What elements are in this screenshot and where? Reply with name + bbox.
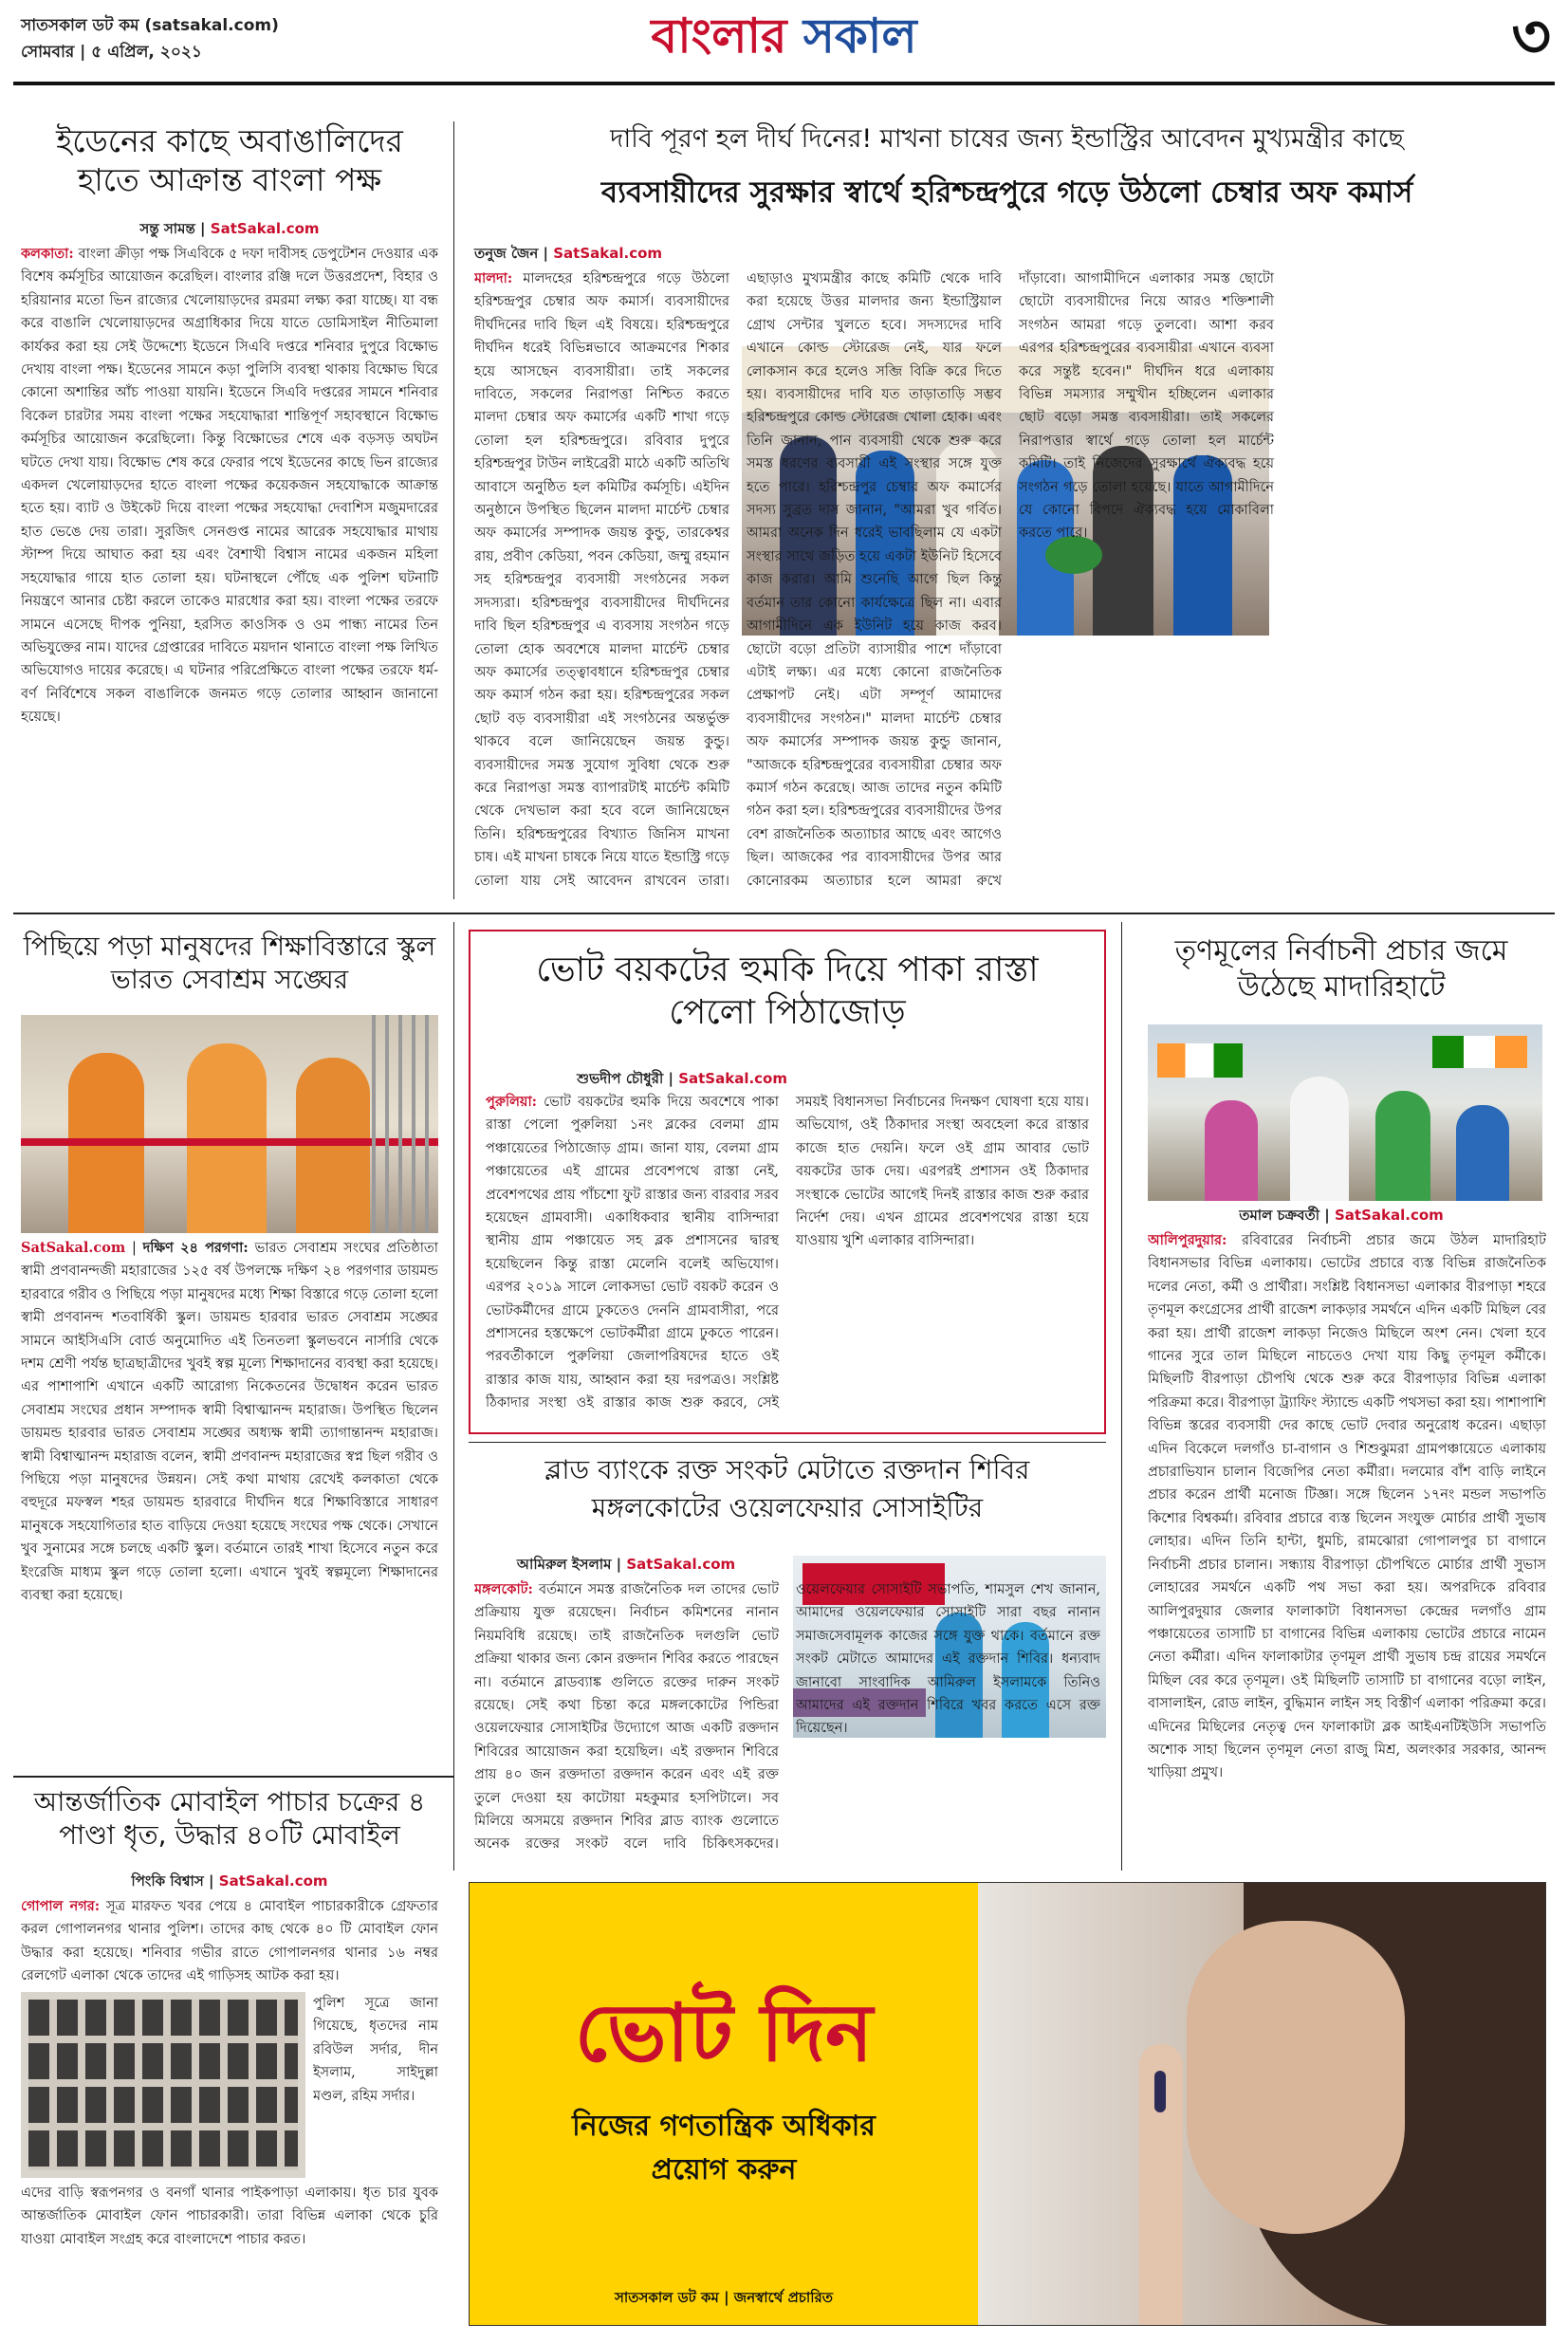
article3-dateline: দক্ষিণ ২৪ পরগণা:: [142, 1240, 249, 1256]
article2-dateline: মালদা:: [474, 270, 513, 286]
article1-text: বাংলা ক্রীড়া পক্ষ সিএবিকে ৫ দফা দাবীসহ ডেপুটেশন দেওয়ার এক বিশেষ কর্মসূচির আয়োজন করেছিল। বাংলার রঞ্জি দলে উত্তরপ্রদেশ, বিহার ও হরিয়ানার মতো ভিন রাজ্যের খেলোয়াড়দের রমরমা লক্ষ্য করা যাচ্ছে। যা বন্ধ করে বাঙালি খেলোয়াড়দের অগ্রাধিকার দিয়ে যাতে ডোমিসাইল নীতিমালা কার্যকর করা হয় সেই উদ্দেশ্যে ইডেনে সিএবি দপ্তরে শনিবার দুপুরে বিক্ষোভ দেখায় বাংলা পক্ষ। ইডেনের সামনে কড়া পুলিসি ব্যবস্থা থাকায় বিক্ষোভ ঘিরে কোনো অশান্তির আঁচ পাওয়া যায়নি। ইডেনে সিএবি দপ্তরের সামনে শনিবার বিকেল চারটার সময় বাংলা পক্ষের সহযোদ্ধারা শান্তিপূর্ণ সহাবস্থানে বিক্ষোভ কর্মসূচির আয়োজন করেছিলো। কিন্তু বিক্ষোভের শেষে এক বড়সড় অঘটন ঘটতে দেখা যায়। বিক্ষোভ শেষ করে ফেরার পথে ইডেনের কাছে ভিন রাজ্যের একদল খেলোয়াড়দের হাতে বাংলা পক্ষের কয়েকজন সহযোদ্ধাকে আক্রান্ত হতে হয়। ব্যাট ও উইকেট দিয়ে বাংলা পক্ষের সহযোদ্ধা দেবাশিস মজুমদারের হাত ভেঙে দেয় তারা। সুরজিৎ সেনগুপ্ত নামের আরেক সহযোদ্ধার মাথায় স্টাম্প দিয়ে আঘাত করা হয় এবং বৈশাখী বিশ্বাস নামের একজন মহিলা সহযোদ্ধার গায়ে হাত তোলা হয়। ঘটনাস্থলে পৌঁছে এক পুলিশ ঘটনাটি নিয়ন্ত্রণে আনার চেষ্টা করলে তাকেও মারধোর করা হয়। বাংলা পক্ষের তরফে সামনে এসেছে দীপক পুনিয়া, হরসিত কাওসিক ও ওম পান্ধ্য নামের তিন অভিযুক্তের নাম। যাদের গ্রেপ্তারের দাবিতে ময়দান থানাতে বাংলা পক্ষ লিখিত অভিযোগও দায়ের করেছে। এ ঘটনার পরিপ্রেক্ষিতে বাংলা পক্ষের তরফে ধর্ম-বর্ণ নির্বিশেষে সকল বাঙালিকে জনমত গড়ে তোলার আহ্বান জানানো হয়েছে।: [21, 247, 438, 726]
article7-author: পিংকি বিশ্বাস: [131, 1872, 204, 1890]
article7-photo: [21, 1992, 305, 2178]
article7-dateline: গোপাল নগর:: [21, 1898, 101, 1914]
article5-author: তমাল চক্রবর্তী: [1239, 1207, 1320, 1224]
article4-headline: ভোট বয়কটের হুমকি দিয়ে পাকা রাস্তা পেলো পিঠাজোড়: [536, 950, 1039, 1032]
article6-text: বর্তমানে সমস্ত রাজনৈতিক দল তাদের ভোট প্রক্রিয়ায় যুক্ত রয়েছেন। নির্বাচন কমিশনের নানান নিয়মবিধি রয়েছে। তাই রাজনৈতিক দলগুলি ভোট প্রক্রিয়া থাকার জন্য কোন রক্তদান শিবির করতে পারছেন না। বর্তমানে ব্লাডব্যাঙ্ক গুলিতে রক্তের দারুন সংকট রয়েছে। সেই কথা চিন্তা করে মঙ্গলকোটের পিন্ডিরা ওয়েলফেয়ার সোসাইটির উদ্যোগে আজ একটি রক্তদান শিবিরের আয়োজন করা হয়েছিল। এই রক্তদান শিবিরে প্রায় ৪০ জন রক্তদাতা রক্তদান করেন এবং এই রক্ত তুলে দেওয়া হয় কাটোয়া মহকুমার হসপিটালে। সব মিলিয়ে অসময়ে রক্তদান শিবির ব্লাড ব্যাংক গুলোতে অনেক রক্তের সংকট বলে দাবি চিকিৎসকদের। ওয়েলফেয়ার সোসাইটি সভাপতি, শামসুল শেখ জানান, আমাদের ওয়েলফেয়ার সোসাইটি সারা বছর নানান সমাজসেবামূলক কাজের সঙ্গে যুক্ত থাকে। বর্তমানে রক্ত সংকট মেটাতে আমাদের এই রক্তদান শিবির। ধন্যবাদ জানাবো সাংবাদিক আমিরুল ইসলামকে তিনিও আমাদের এই রক্তদান শিবিরে খবর করতে এসে রক্ত দিয়েছেন।: [474, 1582, 1100, 1853]
ad-ink-mark: [1154, 2071, 1166, 2112]
masthead-divider: [13, 82, 1555, 85]
article4-body: [486, 1091, 1089, 1421]
logo-part1: বাংলার: [651, 9, 787, 64]
article7-body: [21, 1895, 438, 1990]
logo-part2: সকাল: [802, 9, 917, 64]
article3-site: SatSakal.com: [21, 1240, 126, 1256]
photo-flag: [1432, 1036, 1527, 1068]
article7-site: SatSakal.com: [218, 1872, 328, 1890]
column-rule: [453, 922, 454, 1871]
article6-author: আমিরুল ইসলাম: [516, 1556, 612, 1573]
ad-box: [469, 1882, 1546, 2326]
article5-photo: [1148, 1024, 1542, 1201]
masthead-logo: [0, 6, 1568, 66]
photo-figure: [1375, 1091, 1430, 1201]
article7-tail: এদের বাড়ি স্বরূপনগর ও বনগাঁ থানার পাইকপাড়া এলাকায়। ধৃত চার যুবক আন্তর্জাতিক মোবাইল ফোন পাচারকারী। তারা বিভিন্ন এলাকা থেকে চুরি যাওয়া মোবাইল সংগ্রহ করে বাংলাদেশে পাচার করত।: [21, 2185, 438, 2247]
article1-author: সন্তু সামন্ত: [139, 220, 195, 237]
section-divider: [469, 1442, 1106, 1443]
article3-body: SatSakal.com | দক্ষিণ ২৪ পরগণা: ভারত সেবাশ্রম সংঘের প্রতিষ্ঠাতা স্বামী প্রণবানন্দজী মহারাজের ১২৫ বর্ষ উপলক্ষে দক্ষিণ ২৪ পরগণার ডায়মন্ড হারবারে গরীব ও পিছিয়ে পড়া মানুষদের মধ্যে শিক্ষা বিস্তারে গড়ে তোলা হলো স্বামী প্রণবানন্দ শতবার্ষিকী স্কুল। ডায়মন্ড হারবার ভারত সেবাশ্রম সঙ্ঘের সামনে আইসিএসি বোর্ড অনুমোদিত এই তিনতলা স্কুলভবনে নার্সারি থেকে দশম শ্রেণী পর্যন্ত ছাত্রছাত্রীদের খুবই স্বল্প মূল্যে শিক্ষাদানের ব্যবস্থা করা হয়েছে। এর পাশাপাশি এখানে একটি আরোগ্য নিকেতনের উদ্বোধন করেন ভারত সেবাশ্রম সংঘের প্রধান সম্পাদক স্বামী বিশ্বাত্মানন্দ মহারাজ। উপস্থিত ছিলেন ডায়মন্ড হারবার ভারত সেবাশ্রম সঙ্ঘের অধ্যক্ষ স্বামী ত্যাগান্তানন্দ মহারাজ। স্বামী বিশ্বাত্মানন্দ মহারাজ বলেন, স্বামী প্রণবানন্দ মহারাজের স্বপ্ন ছিল গরীব ও পিছিয়ে পড়া মানুষদের উন্নয়ন। সেই কথা মাথায় রেখেই কলকাতা থেকে বহুদূরে মফস্বল শহর ডায়মন্ড হারবারে দীর্ঘদিন ধরে শিক্ষাবিস্তারে সাধারণ মানুষকে সহযোগিতার হাত বাড়িয়ে দেওয়া হয়েছে সংঘের পক্ষ থেকে। সেখানে খুব সুনামের সঙ্গে চলছে একটি স্কুল। বর্তমানে তারই শাখা হিসেবে নতুন করে ইংরেজি মাধ্যম স্কুল গড়ে তোলা হলো। এখানে খুবই স্বল্পমূল্যে শিক্ষাদানের ব্যবস্থা করা হয়েছে।: [21, 1240, 438, 1604]
article6-site: SatSakal.com: [626, 1556, 736, 1573]
section-divider: [13, 913, 1555, 914]
photo-flag: [1157, 1043, 1243, 1078]
article4-text: ভোট বয়কটের হুমকি দিয়ে অবশেষে পাকা রাস্তা পেলো পুরুলিয়া ১নং ব্লকের বেলমা গ্রাম পঞ্চায়েতের পিঠাজোড় গ্রাম। জানা যায়, বেলমা গ্রাম পঞ্চায়েতের এই গ্রামের প্রবেশপথে রাস্তা নেই, প্রবেশপথের প্রায় পাঁচশো ফুট রাস্তার জন্য বারবার সরব হয়েছেন গ্রামবাসী। একাধিকবার স্থানীয় বাসিন্দারা স্থানীয় গ্রাম পঞ্চায়েত সহ ব্লক প্রশাসনের দ্বারস্থ হয়েছিলেন কিন্তু রাস্তা মেলেনি বলেই অভিযোগ। এরপর ২০১৯ সালে লোকসভা ভোট বয়কট করেন ও ভোটকর্মীদের গ্রামে ঢুকতেও দেননি গ্রামবাসীরা, পরে প্রশাসনের হস্তক্ষেপে ভোটকর্মীরা গ্রামে ঢুকতে পারেন। পরবর্তীকালে পুরুলিয়া জেলাপরিষদের হাতে ওই রাস্তার কাজ যায়, আহ্বান করা হয় দরপত্রও। সংশ্লিষ্ট ঠিকাদার সংস্থা ওই রাস্তার কাজ শুরু করবে, সেই সময়ই বিধানসভা নির্বাচনের দিনক্ষণ ঘোষণা হয়ে যায়। অভিযোগ, ওই ঠিকাদার সংস্থা অবহেলা করে রাস্তার কাজে হাত দেয়নি। ফলে ওই গ্রাম আবার ভোট বয়কটের ডাক দেয়। এরপরই প্রশাসন ওই ঠিকাদার সংস্থাকে ভোটের আগেই দিনই রাস্তার কাজ শুরু করার নির্দেশ দেয়। এখন গ্রামের প্রবেশপথের রাস্তা হয়ে যাওয়ায় খুশি এলাকার বাসিন্দারা।: [486, 1095, 1089, 1411]
article2-site: SatSakal.com: [553, 245, 663, 262]
article7-text: সূত্র মারফত খবর পেয়ে ৪ মোবাইল পাচারকারীকে গ্রেফতার করল গোপালনগর থানার পুলিশ। তাদের কাছ থেকে ৪০ টি মোবাইল ফোন উদ্ধার করা হয়েছে। শনিবার গভীর রাতে গোপালনগর থানার ১৬ নম্বর রেলগেট এলাকা থেকে তাদের এই গাড়িসহ আটক করা হয়।: [21, 1899, 438, 1984]
article2-kicker: দাবি পূরণ হল দীর্ঘ দিনের! মাখনা চাষের জন্য ইন্ডাস্ট্রির আবেদন মুখ্যমন্ত্রীর কাছে: [610, 124, 1404, 154]
ad-footer: সাতসকাল ডট কম | জনস্বার্থে প্রচারিত: [614, 2289, 834, 2306]
photo-figure: [1205, 1100, 1258, 1201]
ad-line1: নিজের গণতান্ত্রিক অধিকার: [572, 2110, 876, 2143]
article3-text: ভারত সেবাশ্রম সংঘের প্রতিষ্ঠাতা স্বামী প্রণবানন্দজী মহারাজের ১২৫ বর্ষ উপলক্ষে দক্ষিণ ২৪ পরগণার ডায়মন্ড হারবারে গরীব ও পিছিয়ে পড়া মানুষদের মধ্যে শিক্ষা বিস্তারে গড়ে তোলা হলো স্বামী প্রণবানন্দ শতবার্ষিকী স্কুল। ডায়মন্ড হারবার ভারত সেবাশ্রম সঙ্ঘের সামনে আইসিএসি বোর্ড অনুমোদিত এই তিনতলা স্কুলভবনে নার্সারি থেকে দশম শ্রেণী পর্যন্ত ছাত্রছাত্রীদের খুবই স্বল্প মূল্যে শিক্ষাদানের ব্যবস্থা করা হয়েছে। এর পাশাপাশি এখানে একটি আরোগ্য নিকেতনের উদ্বোধন করেন ভারত সেবাশ্রম সংঘের প্রধান সম্পাদক স্বামী বিশ্বাত্মানন্দ মহারাজ। উপস্থিত ছিলেন ডায়মন্ড হারবার ভারত সেবাশ্রম সঙ্ঘের অধ্যক্ষ স্বামী ত্যাগান্তানন্দ মহারাজ। স্বামী বিশ্বাত্মানন্দ মহারাজ বলেন, স্বামী প্রণবানন্দ মহারাজের স্বপ্ন ছিল গরীব ও পিছিয়ে পড়া মানুষদের উন্নয়ন। সেই কথা মাথায় রেখেই কলকাতা থেকে বহুদূরে মফস্বল শহর ডায়মন্ড হারবারে দীর্ঘদিন ধরে শিক্ষাবিস্তারে সাধারণ মানুষকে সহযোগিতার হাত বাড়িয়ে দেওয়া হয়েছে সংঘের পক্ষ থেকে। সেখানে খুব সুনামের সঙ্গে চলছে একটি স্কুল। বর্তমানে তারই শাখা হিসেবে নতুন করে ইংরেজি মাধ্যম স্কুল গড়ে তোলা হলো। এখানে খুবই স্বল্পমূল্যে শিক্ষাদানের ব্যবস্থা করা হয়েছে।: [21, 1241, 438, 1604]
ad-title: ভোট দিন: [574, 1986, 874, 2079]
article2-headline: ব্যবসায়ীদের সুরক্ষার স্বার্থে হরিশ্চন্দ্রপুরে গড়ে উঠলো চেম্বার অফ কমার্স: [600, 175, 1413, 210]
article7-byline: পিংকি বিশ্বাস | SatSakal.com: [131, 1872, 328, 1890]
article3-headline: পিছিয়ে পড়া মানুষদের শিক্ষাবিস্তারে স্কুল ভারত সেবাশ্রম সঙ্ঘের: [23, 931, 436, 995]
article4-dateline: পুরুলিয়া:: [486, 1094, 538, 1110]
ad-photo: [978, 1883, 1546, 2326]
masthead-site-line: সাতসকাল ডট কম (satsakal.com): [21, 16, 279, 35]
article6-dateline: মঙ্গলকোট:: [474, 1581, 533, 1597]
article4-site: SatSakal.com: [678, 1070, 787, 1087]
ad-line2: প্রয়োগ করুন: [651, 2153, 797, 2186]
article7-side: পুলিশ সূত্রে জানা গিয়েছে, ধৃতদের নাম রবিউল সর্দার, দীন ইসলাম, সাইদুল্লা মণ্ডল, রহিম সর্দার।: [313, 1996, 438, 2104]
ad-photo-face: [1187, 1921, 1405, 2234]
article5-dateline: আলিপুরদুয়ার:: [1148, 1232, 1227, 1248]
article2-byline: তনুজ জৈন | SatSakal.com: [474, 245, 663, 262]
article1-dateline: কলকাতা:: [21, 246, 74, 262]
article4-author: শুভদীপ চৌধুরী: [577, 1070, 664, 1087]
article2-author: তনুজ জৈন: [474, 245, 539, 262]
article2-body: [474, 267, 1546, 905]
column-rule: [453, 121, 454, 899]
masthead-date-line: সোমবার | ৫ এপ্রিল, ২০২১: [21, 43, 202, 62]
photo-phones-rows: [28, 2000, 298, 2170]
article6-headline-line1: ব্লাড ব্যাংকে রক্ত সংকট মেটাতে রক্তদান শিবির: [544, 1454, 1030, 1485]
article5-body: [1148, 1229, 1546, 1871]
article3-photo: [21, 1015, 438, 1233]
photo-gate: [372, 1015, 438, 1233]
article5-headline: তৃণমূলের নির্বাচনী প্রচার জমে উঠেছে মাদারিহাটে: [1174, 934, 1508, 1004]
article6-headline-line2: মঙ্গলকোটের ওয়েলফেয়ার সোসাইটির: [591, 1492, 984, 1523]
article6-byline: আমিরুল ইসলাম | SatSakal.com: [516, 1556, 736, 1573]
article5-byline: তমাল চক্রবর্তী | SatSakal.com: [1239, 1207, 1444, 1224]
article6-body: [474, 1578, 1100, 1867]
article1-site: SatSakal.com: [210, 220, 320, 237]
article7-headline: আন্তর্জাতিক মোবাইল পাচার চক্রের ৪ পাণ্ডা ধৃত, উদ্ধার ৪০টি মোবাইল: [33, 1786, 426, 1851]
article5-site: SatSakal.com: [1335, 1207, 1444, 1224]
section-divider: [13, 1776, 453, 1778]
article1-body: [21, 243, 438, 907]
article4-byline: শুভদীপ চৌধুরী | SatSakal.com: [577, 1070, 787, 1087]
article1-byline: সন্তু সামন্ত | SatSakal.com: [139, 220, 320, 237]
column-rule: [1121, 922, 1122, 1871]
page-number: ৩: [1511, 2, 1551, 72]
article1-headline: ইডেনের কাছে অবাঙালিদের হাতে আক্রান্ত বাংলা পক্ষ: [56, 122, 403, 199]
photo-figure: [1456, 1105, 1509, 1201]
article2-text: মালদহের হরিশ্চন্দ্রপুরে গড়ে উঠলো হরিশ্চন্দ্রপুর চেম্বার অফ কমার্স। ব্যবসায়ীদের দীর্ঘদিনের দাবি ছিল এই বিষয়ে। হরিশ্চন্দ্রপুরে দীর্ঘদিন ধরেই বিভিন্নভাবে আক্রমণের শিকার হয়ে আসছেন ব্যবসায়ীরা। তাই সকলের দাবিতে, সকলের নিরাপত্তা নিশ্চিত করতে মালদা চেম্বার অফ কমার্সের একটি শাখা গড়ে তোলা হল হরিশ্চন্দ্রপুরে। রবিবার দুপুরে হরিশ্চন্দ্রপুর টাউন লাইব্রেরী মাঠে একটি অতিথি আবাসে অনুষ্ঠিত হল কমিটির কর্মসূচি। এইদিন অনুষ্ঠানে উপস্থিত ছিলেন মালদা মার্চেন্ট চেম্বার অফ কমার্সের সম্পাদক জয়ন্ত কুন্ডু, তারকেশ্বর রায়, প্রবীণ কেডিয়া, পবন কেডিয়া, জম্মু রহমান সহ হরিশ্চন্দ্রপুর ব্যবসায়ী সংগঠনের সকল সদস্যরা। হরিশ্চন্দ্রপুর ব্যবসায়ীদের দীর্ঘদিনের দাবি ছিল হরিশ্চন্দ্রপুর এ ব্যবসায় সংগঠন গড়ে তোলা হোক অবশেষে মালদা মার্চেন্ট চেম্বার অফ কমার্সের তত্ত্বাবধানে হরিশ্চন্দ্রপুর চেম্বার অফ কমার্স গঠন করা হয়। হরিশ্চন্দ্রপুরের সকল ছোট বড় ব্যবসায়ীরা এই সংগঠনের অন্তর্ভুক্ত থাকবে বলে জানিয়েছেন জয়ন্ত কুন্ডু। ব্যবসায়ীদের সমস্ত সুযোগ সুবিধা থেকে শুরু করে নিরাপত্তা সমস্ত ব্যাপারটাই মার্চেন্ট কমিটি থেকে দেখভাল করা হবে বলে জানিয়েছেন তিনি। হরিশ্চন্দ্রপুরের বিখ্যাত জিনিস মাখনা চাষ। এই মাখনা চাষকে নিয়ে যাতে ইন্ডাস্ট্রি গড়ে তোলা যায় সেই আবেদন রাখবেন তারা। এছাড়াও মুখ্যমন্ত্রীর কাছে কমিটি থেকে দাবি করা হয়েছে উত্তর মালদার জন্য ইন্ডাস্ট্রিয়াল গ্রোথ সেন্টার খুলতে হবে। সদস্যদের দাবি এখানে কোল্ড স্টোরেজ নেই, যার ফলে লোকসান করে হলেও সব্জি বিক্রি করে দিতে হয়। ব্যবসায়ীদের দাবি যত তাড়াতাড়ি সম্ভব হরিশ্চন্দ্রপুরে কোল্ড স্টোরেজ খোলা হোক। এবং তিনি জানান, পান ব্যবসায়ী থেকে শুরু করে সমস্ত ধরণের ব্যবসায়ী এই সংস্থার সঙ্গে যুক্ত হতে পারে। হরিশ্চন্দ্রপুর চেম্বার অফ কমার্সের সদস্য সুব্রত দাস জানান, "আমরা খুব গর্বিত। আমরা অনেক দিন ধরেই ভাবছিলাম যে একটা সংস্থার সাথে জড়িত হয়ে একটা ইউনিট হিসেবে কাজ করার। আমি শুনেছি আগে ছিল কিন্তু বর্তমান তার কোনো কার্যক্ষেত্রে ছিল না। এবার আগামীদিনে এক ইউনিট হয়ে কাজ করব। ছোটো বড়ো প্রতিটা ব্যাসায়ীর পাশে দাঁড়াবো এটাই লক্ষ্য। এর মধ্যে কোনো রাজনৈতিক প্রেক্ষাপট নেই। এটা সম্পূর্ণ আমাদের ব্যবসায়ীদের সংগঠন।" মালদা মার্চেন্ট চেম্বার অফ কমার্সের সম্পাদক জয়ন্ত কুন্ডু জানান, "আজকে হরিশ্চন্দ্রপুরের ব্যবসায়ীরা চেম্বার অফ কমার্স গঠন করেছে। আজ তাদের নতুন কমিটি গঠন করা হল। হরিশ্চন্দ্রপুরের ব্যবসায়ীদের উপর বেশ রাজনৈতিক অত্যাচার আছে এবং আগেও ছিল। আজকের পর ব্যাবসায়ীদের উপর আর কোনোরকম অত্যাচার হলে আমরা রুখে দাঁড়াবো। আগামীদিনে এলাকার সমস্ত ছোটো ছোটো ব্যবসায়ীদের নিয়ে আরও শক্তিশালী সংগঠন আমরা গড়ে তুলবো। আশা করব এরপর হরিশ্চন্দ্রপুরের ব্যবসায়ীরা এখানে ব্যবসা করে সন্তুষ্ট হবেন।" দীর্ঘদিন ধরে এলাকায় বিভিন্ন সমস্যার সম্মুখীন হচ্ছিলেন এলাকার ছোট বড়ো সমস্ত ব্যবসায়ীরা। তাই সকলের নিরাপত্তার স্বার্থে গড়ে তোলা হল মার্চেন্ট কমিটি। তাই নিজেদের সুরক্ষার্থে ঐক্যবদ্ধ হয়ে সংগঠন গড়ে তোলা হয়েছে। যাতে আগামীদিনে যে কোনো বিপদে ঐক্যবদ্ধ হয়ে মোকাবিলা করতে পারে।: [474, 271, 1274, 889]
photo-figure: [1290, 1077, 1349, 1201]
article5-text: রবিবারের নির্বাচনী প্রচার জমে উঠল মাদারিহাট বিধানসভার বিভিন্ন এলাকায়। ভোটের প্রচারে ব্যস্ত বিভিন্ন রাজনৈতিক দলের নেতা, কর্মী ও প্রার্থীরা। সংশ্লিষ্ট বিধানসভা এলাকার বীরপাড়া শহরে তৃণমূল কংগ্রেসের প্রার্থী রাজেশ লাকড়ার সমর্থনে এদিন একটি মিছিল বের করা হয়। প্রার্থী রাজেশ লাকড়া নিজেও মিছিলে অংশ নেন। খেলা হবে গানের সুরে তাল মিছিলে নাচতেও দেখা যায় কিছু তৃণমূল কর্মীকে। মিছিলটি বীরপাড়া চৌপথি থেকে শুরু করে বীরপাড়ার বিভিন্ন এলাকা পরিক্রমা করে। বীরপাড়া ট্র্যাফিং স্ট্যান্ডে একটি পথসভা করা হয়। পাশাপাশি বিভিন্ন স্তরের ব্যবসায়ী দের কাছে ভোট দেবার অনুরোধ করেন। এছাড়া এদিন বিকেলে দলগাঁও চা-বাগান ও শিশুঝুমরা গ্রামপঞ্চায়েতে এলাকায় প্রচারাভিযান চালান বিজেপির নেতা কর্মীরা। দলমোর বাঁশ বাড়ি লাইনে প্রচার করেন প্রার্থী মনোজ টিজ্ঞা। সঙ্গে ছিলেন ১৭নং মন্ডল সভাপতি কিশোর বিশ্বকর্মা। রবিবার প্রচারে ব্যস্ত ছিলেন সংযুক্ত মোর্চার প্রার্থী সুভাষ লোহার। এদিন তিনি হান্টা, ধুমচি, রামঝোরা গোপালপুর চা বাগানে নির্বাচনী প্রচার চালান। সন্ধ্যায় বীরপাড়া চৌপথিতে মোর্চার প্রার্থী সুভাস লোহারের সমর্থনে একটি পথ সভা করা হয়। অপরদিকে রবিবার আলিপুরদুয়ার জেলার ফালাকাটা বিধানসভা কেন্দ্রের দলগাঁও গ্রাম পঞ্চায়েতের তাসাটি চা বাগানের বিভিন্ন এলাকায় ভোটের প্রচারে নামেন নেতা কর্মীরা। এদিন ফালাকাটার তৃণমূল প্রার্থী সুভাষ চন্দ্র রায়ের সমর্থনে মিছিল বের করে তৃণমূল। ওই মিছিলটি তাসাটি চা বাগানের বড়ো লাইন, বাসালাইন, রোড লাইন, বুদ্ধিমান লাইন সহ বিস্তীর্ণ এলাকা পরিক্রমা করে। এদিনের মিছিলের নেতৃত্ব দেন ফালাকাটা ব্লক আইএনটিইউসি সভাপতি অশোক সাহা ছিলেন তৃণমূল নেতা রাজু মিশ্র, অলংকার সরকার, আনন্দ খাড়িয়া প্রমুখ।: [1148, 1233, 1546, 1781]
